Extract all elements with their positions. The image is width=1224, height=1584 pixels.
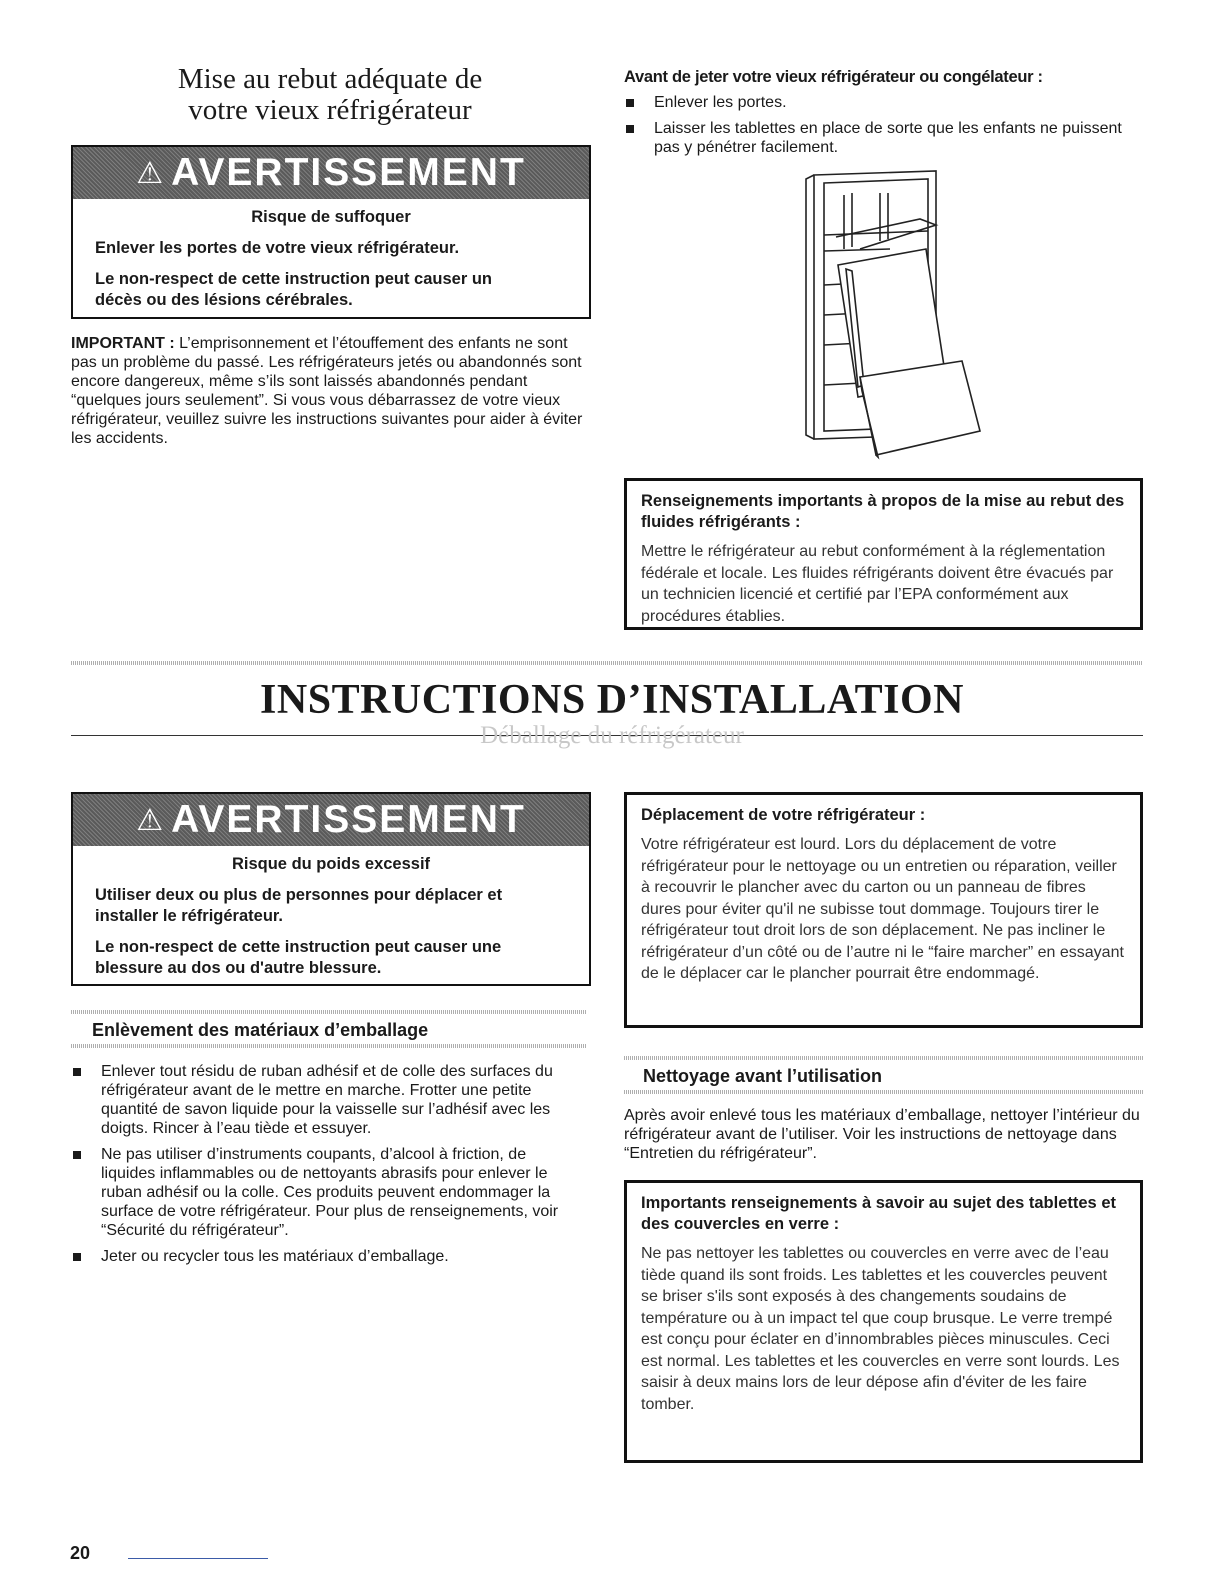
warning-banner-label: AVERTISSEMENT bbox=[171, 151, 526, 194]
warning-consequence: Le non-respect de cette instruction peut causer un décès ou des lésions cérébrales. bbox=[95, 270, 492, 309]
disposal-title-line2: votre vieux réfrigérateur bbox=[188, 94, 472, 126]
list-item: Enlever tout résidu de ruban adhésif et de colle des surfaces du réfrigérateur avant de le mettre en marche. Frotter une petite quantité de savon liquide pour la vaisselle sur l’adhésif avec les doigts. Rincer à l’eau tiède et essuyer. bbox=[71, 1062, 581, 1138]
installation-title: INSTRUCTIONS D’INSTALLATION bbox=[260, 677, 964, 723]
important-paragraph bbox=[71, 334, 587, 448]
warning-hazard: Risque de suffoquer bbox=[251, 208, 411, 226]
subsection-rule bbox=[624, 1056, 1143, 1060]
warning-hazard: Risque du poids excessif bbox=[231, 855, 431, 873]
list-item: Jeter ou recycler tous les matériaux d’emballage. bbox=[71, 1247, 581, 1266]
list-item: Ne pas utiliser d’instruments coupants, d’alcool à friction, de liquides inflammables ou de nettoyants abrasifs pour enlever le ruban adhésif ou la colle. Ces produits peuvent endommager la surface de votre réfrigérateur. Pour plus de renseignements, voir “Sécurité du réfrigérateur”. bbox=[71, 1145, 581, 1240]
subsection-rule bbox=[71, 1044, 587, 1048]
warning-instruction: Utiliser deux ou plus de personnes pour déplacer et installer le réfrigérateur. bbox=[95, 886, 503, 925]
warning-triangle-icon: ⚠ bbox=[136, 803, 164, 837]
refrigerant-info-box bbox=[624, 478, 1143, 630]
list-item: Laisser les tablettes en place de sorte que les enfants ne puissent pas y pénétrer facilement. bbox=[624, 119, 1124, 157]
before-discard-list bbox=[624, 93, 1144, 157]
warning-banner bbox=[73, 147, 589, 199]
section-divider bbox=[71, 661, 1143, 665]
moving-refrigerator-box bbox=[624, 792, 1143, 1028]
cleaning-heading: Nettoyage avant l’utilisation bbox=[643, 1066, 883, 1086]
suffocation-warning-box bbox=[71, 145, 591, 319]
cleaning-text: Après avoir enlevé tous les matériaux d’emballage, nettoyer l’intérieur du réfrigérateur avant de l’utiliser. Voir les instructions de nettoyage dans “Entretien du réfrigérateur”. bbox=[624, 1107, 1140, 1162]
subsection-rule bbox=[71, 1010, 587, 1014]
packing-removal-list bbox=[71, 1062, 581, 1273]
moving-heading: Déplacement de votre réfrigérateur : bbox=[641, 806, 926, 824]
glass-text: Ne pas nettoyer les tablettes ou couvercles en verre avec de l’eau tiède quand ils sont froids. Les tablettes et les couvercles peuvent se briser s'ils sont exposés à des changements soudains de température ou à un impact tel que coup brusque. Le verre trempé est conçu pour éclater en d’innombrables pièces minuscules. Ceci est normal. Les tablettes et les couvercles en verre sont lourds. Les saisir à deux mains lors de leur dépose afin d'éviter de les faire tomber. bbox=[641, 1245, 1120, 1413]
page-number: 20 bbox=[70, 1543, 91, 1563]
glass-shelves-info-box bbox=[624, 1180, 1143, 1463]
disposal-title bbox=[70, 64, 590, 126]
warning-triangle-icon: ⚠ bbox=[136, 156, 164, 190]
warning-banner-label: AVERTISSEMENT bbox=[171, 798, 526, 841]
moving-text: Votre réfrigérateur est lourd. Lors du déplacement de votre réfrigérateur pour le nettoyage ou un entretien ou réparation, veiller à recouvrir le plancher avec du carton ou un panneau de fibres dures pour éviter qu'il ne subisse tout dommage. Toujours tirer le réfrigérateur tout droit lors de son déplacement. Ne pas incliner le réfrigérateur d’un côté ou de l’autre ni le “faire marcher” en essayant de le déplacer car le plancher pourrait être endommagé. bbox=[641, 836, 1124, 982]
glass-heading: Importants renseignements à savoir au sujet des tablettes et des couvercles en verre : bbox=[641, 1194, 1116, 1233]
before-discard-section bbox=[624, 68, 1144, 164]
disposal-title-line1: Mise au rebut adéquate de bbox=[177, 63, 483, 95]
important-label: IMPORTANT : bbox=[71, 335, 175, 352]
warning-instruction: Enlever les portes de votre vieux réfrigérateur. bbox=[95, 239, 460, 257]
warning-banner bbox=[73, 794, 589, 846]
excessive-weight-warning-box bbox=[71, 792, 591, 986]
refrigerator-doors-removed-illustration bbox=[800, 165, 1000, 465]
unpacking-subtitle: Déballage du réfrigérateur bbox=[480, 722, 744, 749]
warning-consequence: Le non-respect de cette instruction peut causer une blessure au dos ou d'autre blessure. bbox=[95, 938, 502, 977]
subsection-rule bbox=[624, 1090, 1143, 1094]
refrigerant-text: Mettre le réfrigérateur au rebut conformément à la réglementation fédérale et locale. Les fluides réfrigérants doivent être évacués par un technicien licencié et certifié par l’EPA conformément aux procédures établies. bbox=[641, 543, 1114, 625]
refrigerant-heading: Renseignements importants à propos de la mise au rebut des fluides réfrigérants : bbox=[641, 492, 1125, 531]
important-text: L’emprisonnement et l’étouffement des enfants ne sont pas un problème du passé. Les réfrigérateurs jetés ou abandonnés sont encore dangereux, même s’ils sont laissés abandonnés pendant “quelques jours seulement”. Si vous vous débarrassez de votre vieux réfrigérateur, veuillez suivre les instructions suivantes pour aider à éviter les accidents. bbox=[71, 335, 583, 447]
footer-line bbox=[128, 1558, 268, 1559]
list-item: Enlever les portes. bbox=[624, 93, 1144, 112]
packing-removal-heading: Enlèvement des matériaux d’emballage bbox=[92, 1020, 429, 1040]
before-discard-heading: Avant de jeter votre vieux réfrigérateur ou congélateur : bbox=[624, 68, 1043, 86]
